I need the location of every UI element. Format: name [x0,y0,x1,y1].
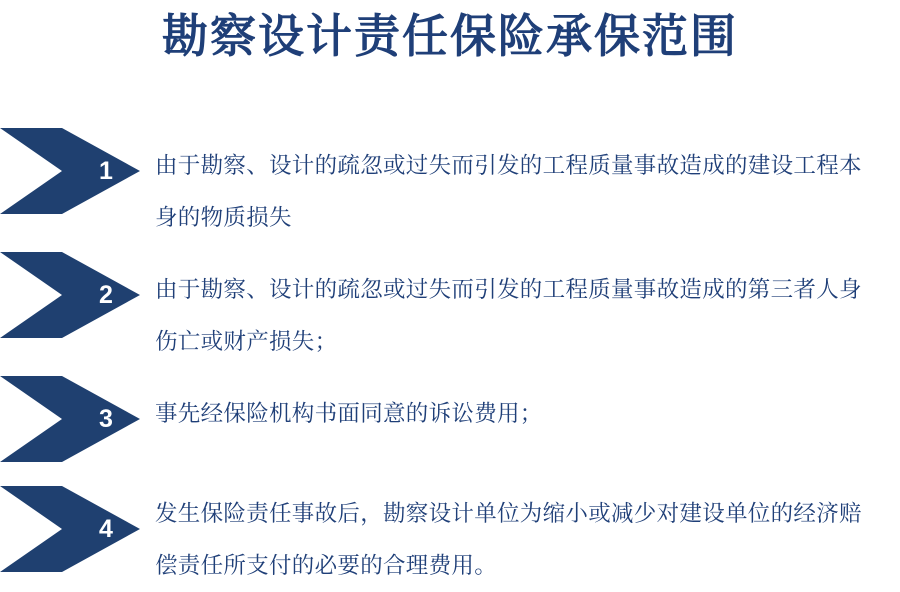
item-text: 由于勘察、设计的疏忽或过失而引发的工程质量事故造成的第三者人身伤亡或财产损失； [155,277,862,355]
item-text: 事先经保险机构书面同意的诉讼费用； [155,401,543,427]
item-text: 由于勘察、设计的疏忽或过失而引发的工程质量事故造成的建设工程本身的物质损失 [155,153,862,231]
item-text: 发生保险责任事故后，勘察设计单位为缩小或减少对建设单位的经济赔偿责任所支付的必要的合理费用。 [155,501,862,579]
item-number: 3 [99,404,113,433]
item-number: 1 [99,156,113,185]
item-number-banner [0,376,140,462]
item-number: 4 [99,514,113,543]
item-number-banner [0,128,140,214]
page-title: 勘察设计责任保险承保范围 [162,9,738,63]
item-number: 2 [99,280,113,309]
coverage-list [0,118,900,588]
item-number-banner [0,486,140,572]
item-number-banner [0,252,140,338]
